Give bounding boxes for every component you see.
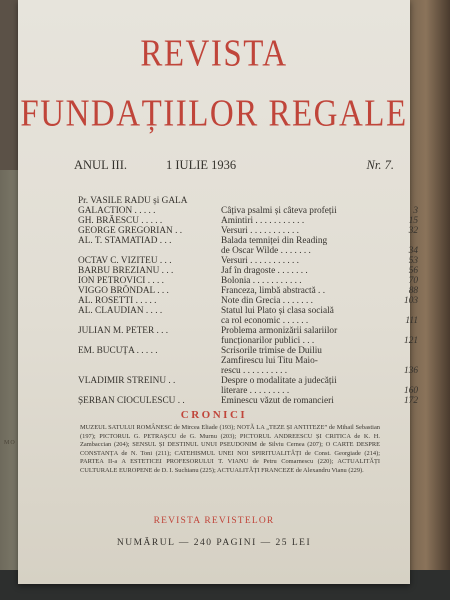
toc-work: Amintiri . . . . . . . . . . . (221, 216, 305, 226)
toc-author: VLADIMIR STREINU . . (78, 376, 176, 386)
toc-work: Versuri . . . . . . . . . . . (221, 256, 299, 266)
toc-row (78, 246, 418, 256)
toc-row (78, 366, 418, 376)
toc-work: Eminescu văzut de romancieri (221, 396, 334, 406)
background-book-label: MO (4, 440, 16, 446)
magazine-cover (18, 0, 418, 584)
toc-work: Despre o modalitate a judecății (221, 376, 337, 386)
cronici-heading: CRONICI (180, 409, 248, 421)
toc-page-number: 15 (408, 216, 418, 226)
toc-row (78, 306, 404, 316)
toc-work: rescu . . . . . . . . . . (221, 366, 288, 376)
toc-author: GEORGE GREGORIAN . . (78, 226, 183, 236)
toc-row (78, 226, 418, 236)
toc-page-number: 160 (404, 386, 418, 396)
toc-author: AL. ROSETTI . . . . . (78, 296, 157, 306)
toc-work: ca rol economic . . . . . . (221, 316, 309, 326)
toc-page-number: 34 (408, 246, 418, 256)
toc-author: JULIAN M. PETER . . . (78, 326, 169, 336)
toc-work: Scrisorile trimise de Duiliu (221, 346, 322, 356)
toc-page-number: 70 (408, 276, 418, 286)
toc-work: Câțiva psalmi și câteva profeții (221, 206, 337, 216)
issue-number: Nr. 7. (366, 158, 394, 172)
toc-author: AL. T. STAMATIAD . . . (78, 236, 172, 246)
revista-revistelor-heading: REVISTA REVISTELOR (153, 516, 275, 526)
table-of-contents (78, 196, 418, 406)
toc-page-number: 3 (413, 206, 418, 216)
toc-author: GH. BRĂESCU . . . . . (78, 216, 163, 226)
toc-work: Bolonia . . . . . . . . . . . (221, 276, 302, 286)
toc-page-number: 88 (408, 286, 418, 296)
toc-page-number: 111 (405, 316, 418, 326)
toc-row (78, 376, 404, 386)
toc-work: literare . . . . . . . . . (221, 386, 290, 396)
toc-author: OCTAV C. VIZITEU . . . (78, 256, 172, 266)
toc-work: Versuri . . . . . . . . . . . (221, 226, 299, 236)
toc-author: GALACTION . . . . . (78, 206, 156, 216)
toc-author: ION PETROVICI . . . . (78, 276, 164, 286)
toc-row (78, 316, 418, 326)
masthead-line-1: REVISTA (140, 33, 288, 75)
toc-page-number: 136 (404, 366, 418, 376)
toc-author: VIGGO BRÖNDAL . . . (78, 286, 169, 296)
toc-author: BARBU BREZIANU . . . (78, 266, 174, 276)
toc-row (78, 196, 404, 206)
issue-date: 1 IULIE 1936 (166, 158, 237, 172)
toc-page-number: 103 (404, 296, 418, 306)
toc-page-number: 53 (408, 256, 418, 266)
toc-work: Jaf în dragoste . . . . . . . (221, 266, 308, 276)
toc-row (78, 266, 418, 276)
toc-row (78, 336, 418, 346)
toc-work: Zamfirescu lui Titu Maio- (221, 356, 318, 366)
toc-row (78, 216, 418, 226)
cronici-text: MUZEUL SATULUI ROMÂNESC de Mircea Eliade (193); NOTĂ LA „TEZE ȘI ANTITEZE” de Mihail Sebastian (197); PICTORUL G. PETRAȘCU de G. Murnu (203); PICTORUL ANDREESCU ȘI CRITICA de K. H. Zambaccian (204); SENSUL ȘI DESTINUL UNUI PSEUDONIM de Silviu Cernea (207); O CARTE DESPRE CONSTANȚA de N. Toni (211); CATEHISMUL UNEI NOI SPIRITUALITĂȚI de Const. Georgiade (214); PARTEA II-a A ESTETICEI PROFESORULUI T. VIANU de Petru Comarnescu (220); ACTUALITĂȚI CULTURALE EUROPENE de D. I. Suchianu (225); ACTUALITĂȚI FRANCEZE de Alexandru Vianu (229). (80, 424, 380, 474)
toc-work: Franceza, limbă abstractă . . (221, 286, 326, 296)
toc-page-number: 172 (404, 396, 418, 406)
toc-author: AL. CLAUDIAN . . . . (78, 306, 163, 316)
toc-row (78, 256, 418, 266)
toc-row (78, 386, 418, 396)
toc-row (78, 346, 404, 356)
toc-author: ȘERBAN CIOCULESCU . . (78, 396, 185, 406)
toc-work: Statul lui Plato și clasa socială (221, 306, 334, 316)
masthead-line-2: FUNDAȚIILOR REGALE (20, 93, 408, 135)
toc-row (78, 286, 418, 296)
toc-row (78, 326, 404, 336)
toc-row (78, 396, 418, 406)
toc-row (78, 236, 404, 246)
toc-row (78, 276, 418, 286)
toc-author: EM. BUCUȚA . . . . . (78, 346, 158, 356)
toc-page-number: 56 (408, 266, 418, 276)
issue-volume: ANUL III. (74, 158, 127, 172)
toc-row (78, 296, 418, 306)
toc-row (78, 206, 418, 216)
toc-work: de Oscar Wilde . . . . . . . (221, 246, 311, 256)
toc-row (78, 356, 404, 366)
toc-author: Pr. VASILE RADU și GALA (78, 196, 188, 206)
toc-page-number: 121 (404, 336, 418, 346)
issue-line (74, 158, 414, 176)
issue-footer: NUMĂRUL — 240 PAGINI — 25 LEI (116, 538, 312, 548)
toc-work: funcționarilor publici . . . (221, 336, 315, 346)
toc-work: Problema armonizării salariilor (221, 326, 338, 336)
toc-work: Balada temniței din Reading (221, 236, 328, 246)
toc-page-number: 32 (408, 226, 418, 236)
toc-work: Note din Grecia . . . . . . . (221, 296, 313, 306)
